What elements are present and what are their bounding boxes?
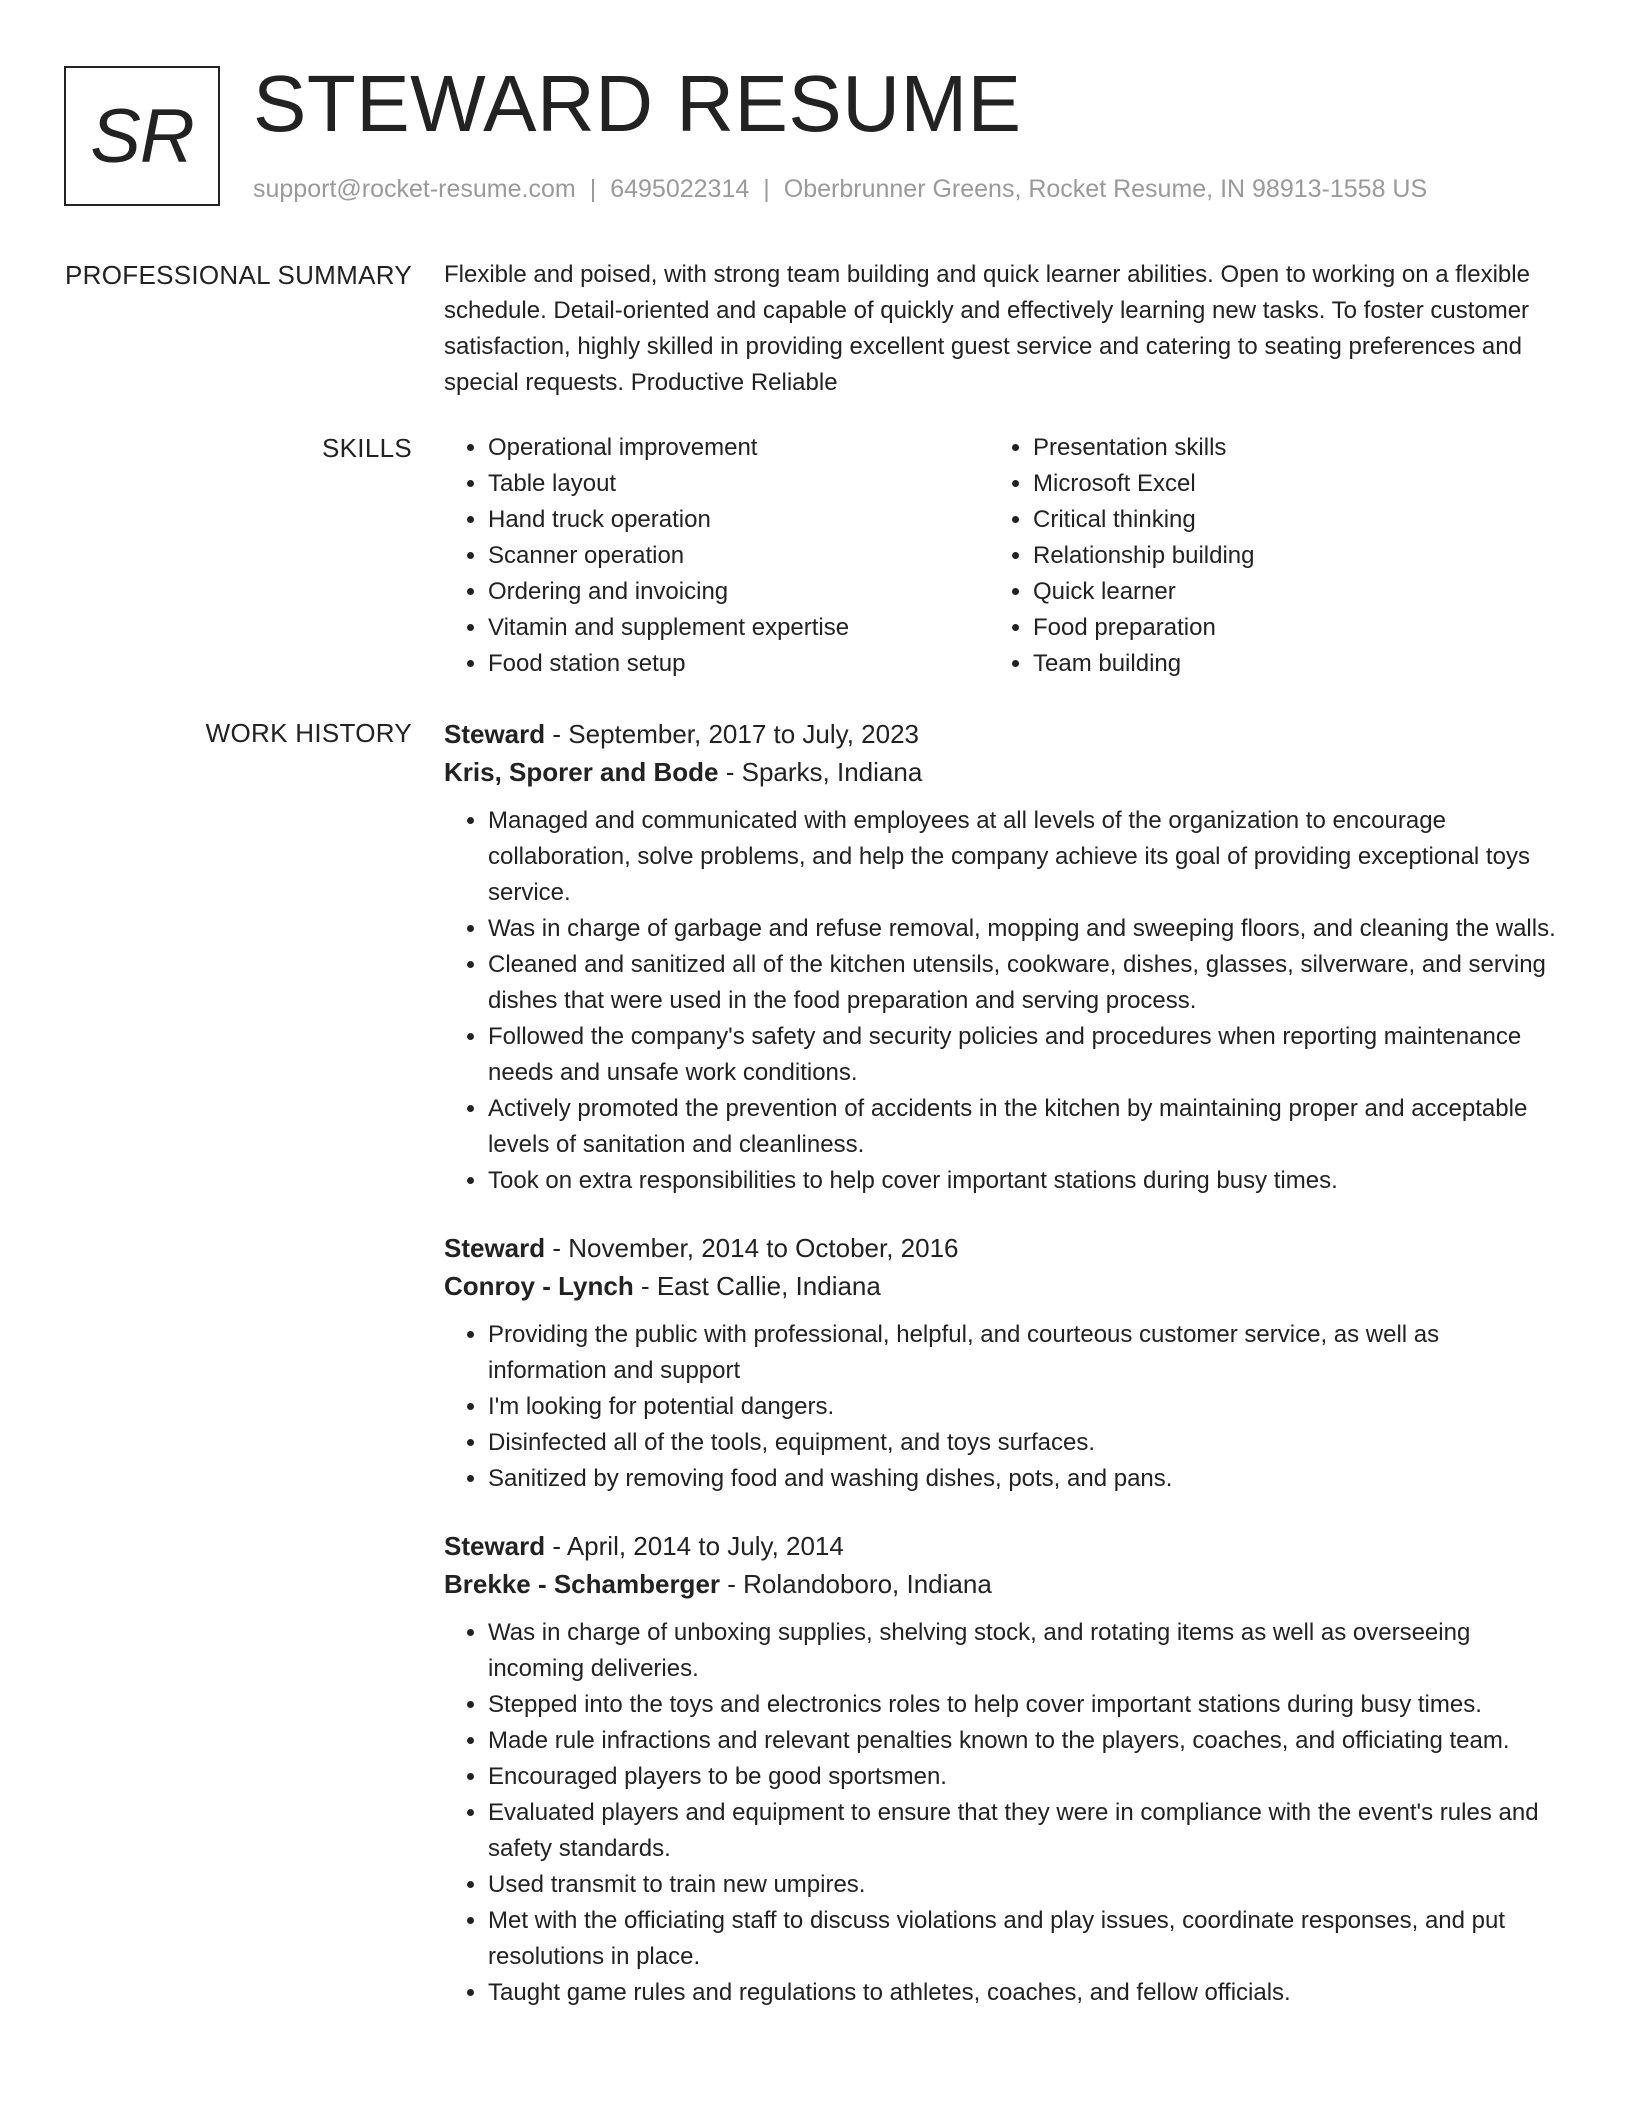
job-bullet: • Stepped into the toys and electronics roles to help cover important stations during busy times.	[488, 1687, 1562, 1723]
contact-phone: 6495022314	[610, 175, 750, 203]
skill-item: • Food station setup	[488, 646, 989, 682]
work-heading: WORK HISTORY	[205, 718, 412, 748]
job-entry	[444, 1229, 1562, 1497]
skill-item: • Quick learner	[1033, 574, 1534, 610]
job-company-line	[444, 1267, 1562, 1305]
skills-heading: SKILLS	[322, 433, 412, 463]
job-title-line	[444, 1229, 1562, 1267]
skill-item: • Food preparation	[1033, 610, 1534, 646]
summary-text: Flexible and poised, with strong team building and quick learner abilities. Open to working on a flexible schedule. Detail-oriented and capable of quickly and effectively learning new tasks. To foster customer satisfaction, highly skilled in providing excellent guest service and catering to seating preferences and special requests. Productive Reliable	[444, 261, 1530, 396]
job-bullet: • Cleaned and sanitized all of the kitchen utensils, cookware, dishes, glasses, silverware, and serving dishes that were used in the food preparation and serving process.	[488, 947, 1562, 1019]
job-title: Steward	[444, 1233, 546, 1263]
job-company-line	[444, 753, 1562, 791]
skill-item: • Vitamin and supplement expertise	[488, 610, 989, 646]
job-bullet: • Encouraged players to be good sportsmen.	[488, 1759, 1562, 1795]
job-title: Steward	[444, 1531, 546, 1561]
job-location: - East Callie, Indiana	[633, 1271, 881, 1301]
job-bullet: • Was in charge of unboxing supplies, shelving stock, and rotating items as well as overseeing incoming deliveries.	[488, 1615, 1562, 1687]
monogram: SR	[64, 66, 220, 206]
skill-item: • Scanner operation	[488, 538, 989, 574]
job-bullet: • Evaluated players and equipment to ensure that they were in compliance with the event's rules and safety standards.	[488, 1795, 1562, 1867]
job-bullet: • Sanitized by removing food and washing dishes, pots, and pans.	[488, 1461, 1562, 1497]
skills-body	[444, 430, 1562, 682]
job-bullet: • Providing the public with professional, helpful, and courteous customer service, as well as information and support	[488, 1317, 1562, 1389]
contact-line	[253, 175, 1427, 204]
skill-item: • Ordering and invoicing	[488, 574, 989, 610]
work-body	[444, 715, 1562, 2041]
job-location: - Rolandoboro, Indiana	[720, 1569, 992, 1599]
summary-heading: PROFESSIONAL SUMMARY	[65, 260, 412, 290]
skill-item: • Operational improvement	[488, 430, 989, 466]
job-title-line	[444, 1527, 1562, 1565]
skill-item: • Hand truck operation	[488, 502, 989, 538]
skill-item: • Critical thinking	[1033, 502, 1534, 538]
job-title: Steward	[444, 719, 546, 749]
job-entry	[444, 1527, 1562, 2011]
job-dates: - September, 2017 to July, 2023	[545, 719, 920, 749]
resume-name: STEWARD RESUME	[253, 59, 1022, 148]
job-company: Conroy - Lynch	[444, 1271, 634, 1301]
job-bullet: • Actively promoted the prevention of accidents in the kitchen by maintaining proper and acceptable levels of sanitation and cleanliness.	[488, 1091, 1562, 1163]
job-bullet: • Managed and communicated with employees at all levels of the organization to encourage collaboration, solve problems, and help the company achieve its goal of providing exceptional toys service.	[488, 803, 1562, 911]
job-bullet: • Followed the company's safety and security policies and procedures when reporting maintenance needs and unsafe work conditions.	[488, 1019, 1562, 1091]
contact-address: Oberbrunner Greens, Rocket Resume, IN 98913-1558 US	[783, 175, 1428, 203]
job-location: - Sparks, Indiana	[718, 757, 923, 787]
skill-item: • Microsoft Excel	[1033, 466, 1534, 502]
job-title-line	[444, 715, 1562, 753]
job-bullet: • Took on extra responsibilities to help cover important stations during busy times.	[488, 1163, 1562, 1199]
job-bullets	[444, 1615, 1562, 2011]
job-company: Kris, Sporer and Bode	[444, 757, 719, 787]
job-entry	[444, 715, 1562, 1199]
skills-list-right	[989, 430, 1534, 682]
job-bullet: • Was in charge of garbage and refuse removal, mopping and sweeping floors, and cleaning the walls.	[488, 911, 1562, 947]
contact-separator: |	[763, 175, 770, 203]
job-bullet: • Disinfected all of the tools, equipment, and toys surfaces.	[488, 1425, 1562, 1461]
skill-item: • Relationship building	[1033, 538, 1534, 574]
contact-email: support@rocket-resume.com	[253, 175, 576, 203]
skill-item: • Team building	[1033, 646, 1534, 682]
job-bullet: • Used transmit to train new umpires.	[488, 1867, 1562, 1903]
summary-body	[444, 257, 1562, 401]
job-company-line	[444, 1565, 1562, 1603]
job-bullet: • Taught game rules and regulations to athletes, coaches, and fellow officials.	[488, 1975, 1562, 2011]
job-bullet: • Made rule infractions and relevant penalties known to the players, coaches, and officiating team.	[488, 1723, 1562, 1759]
job-company: Brekke - Schamberger	[444, 1569, 721, 1599]
job-bullet: • I'm looking for potential dangers.	[488, 1389, 1562, 1425]
job-dates: - November, 2014 to October, 2016	[545, 1233, 959, 1263]
skills-list-left	[444, 430, 989, 682]
skill-item: • Table layout	[488, 466, 989, 502]
contact-separator: |	[589, 175, 597, 203]
job-bullets	[444, 1317, 1562, 1497]
job-bullet: • Met with the officiating staff to discuss violations and play issues, coordinate responses, and put resolutions in place.	[488, 1903, 1562, 1975]
skill-item: • Presentation skills	[1033, 430, 1534, 466]
job-bullets	[444, 803, 1562, 1199]
job-dates: - April, 2014 to July, 2014	[545, 1531, 844, 1561]
